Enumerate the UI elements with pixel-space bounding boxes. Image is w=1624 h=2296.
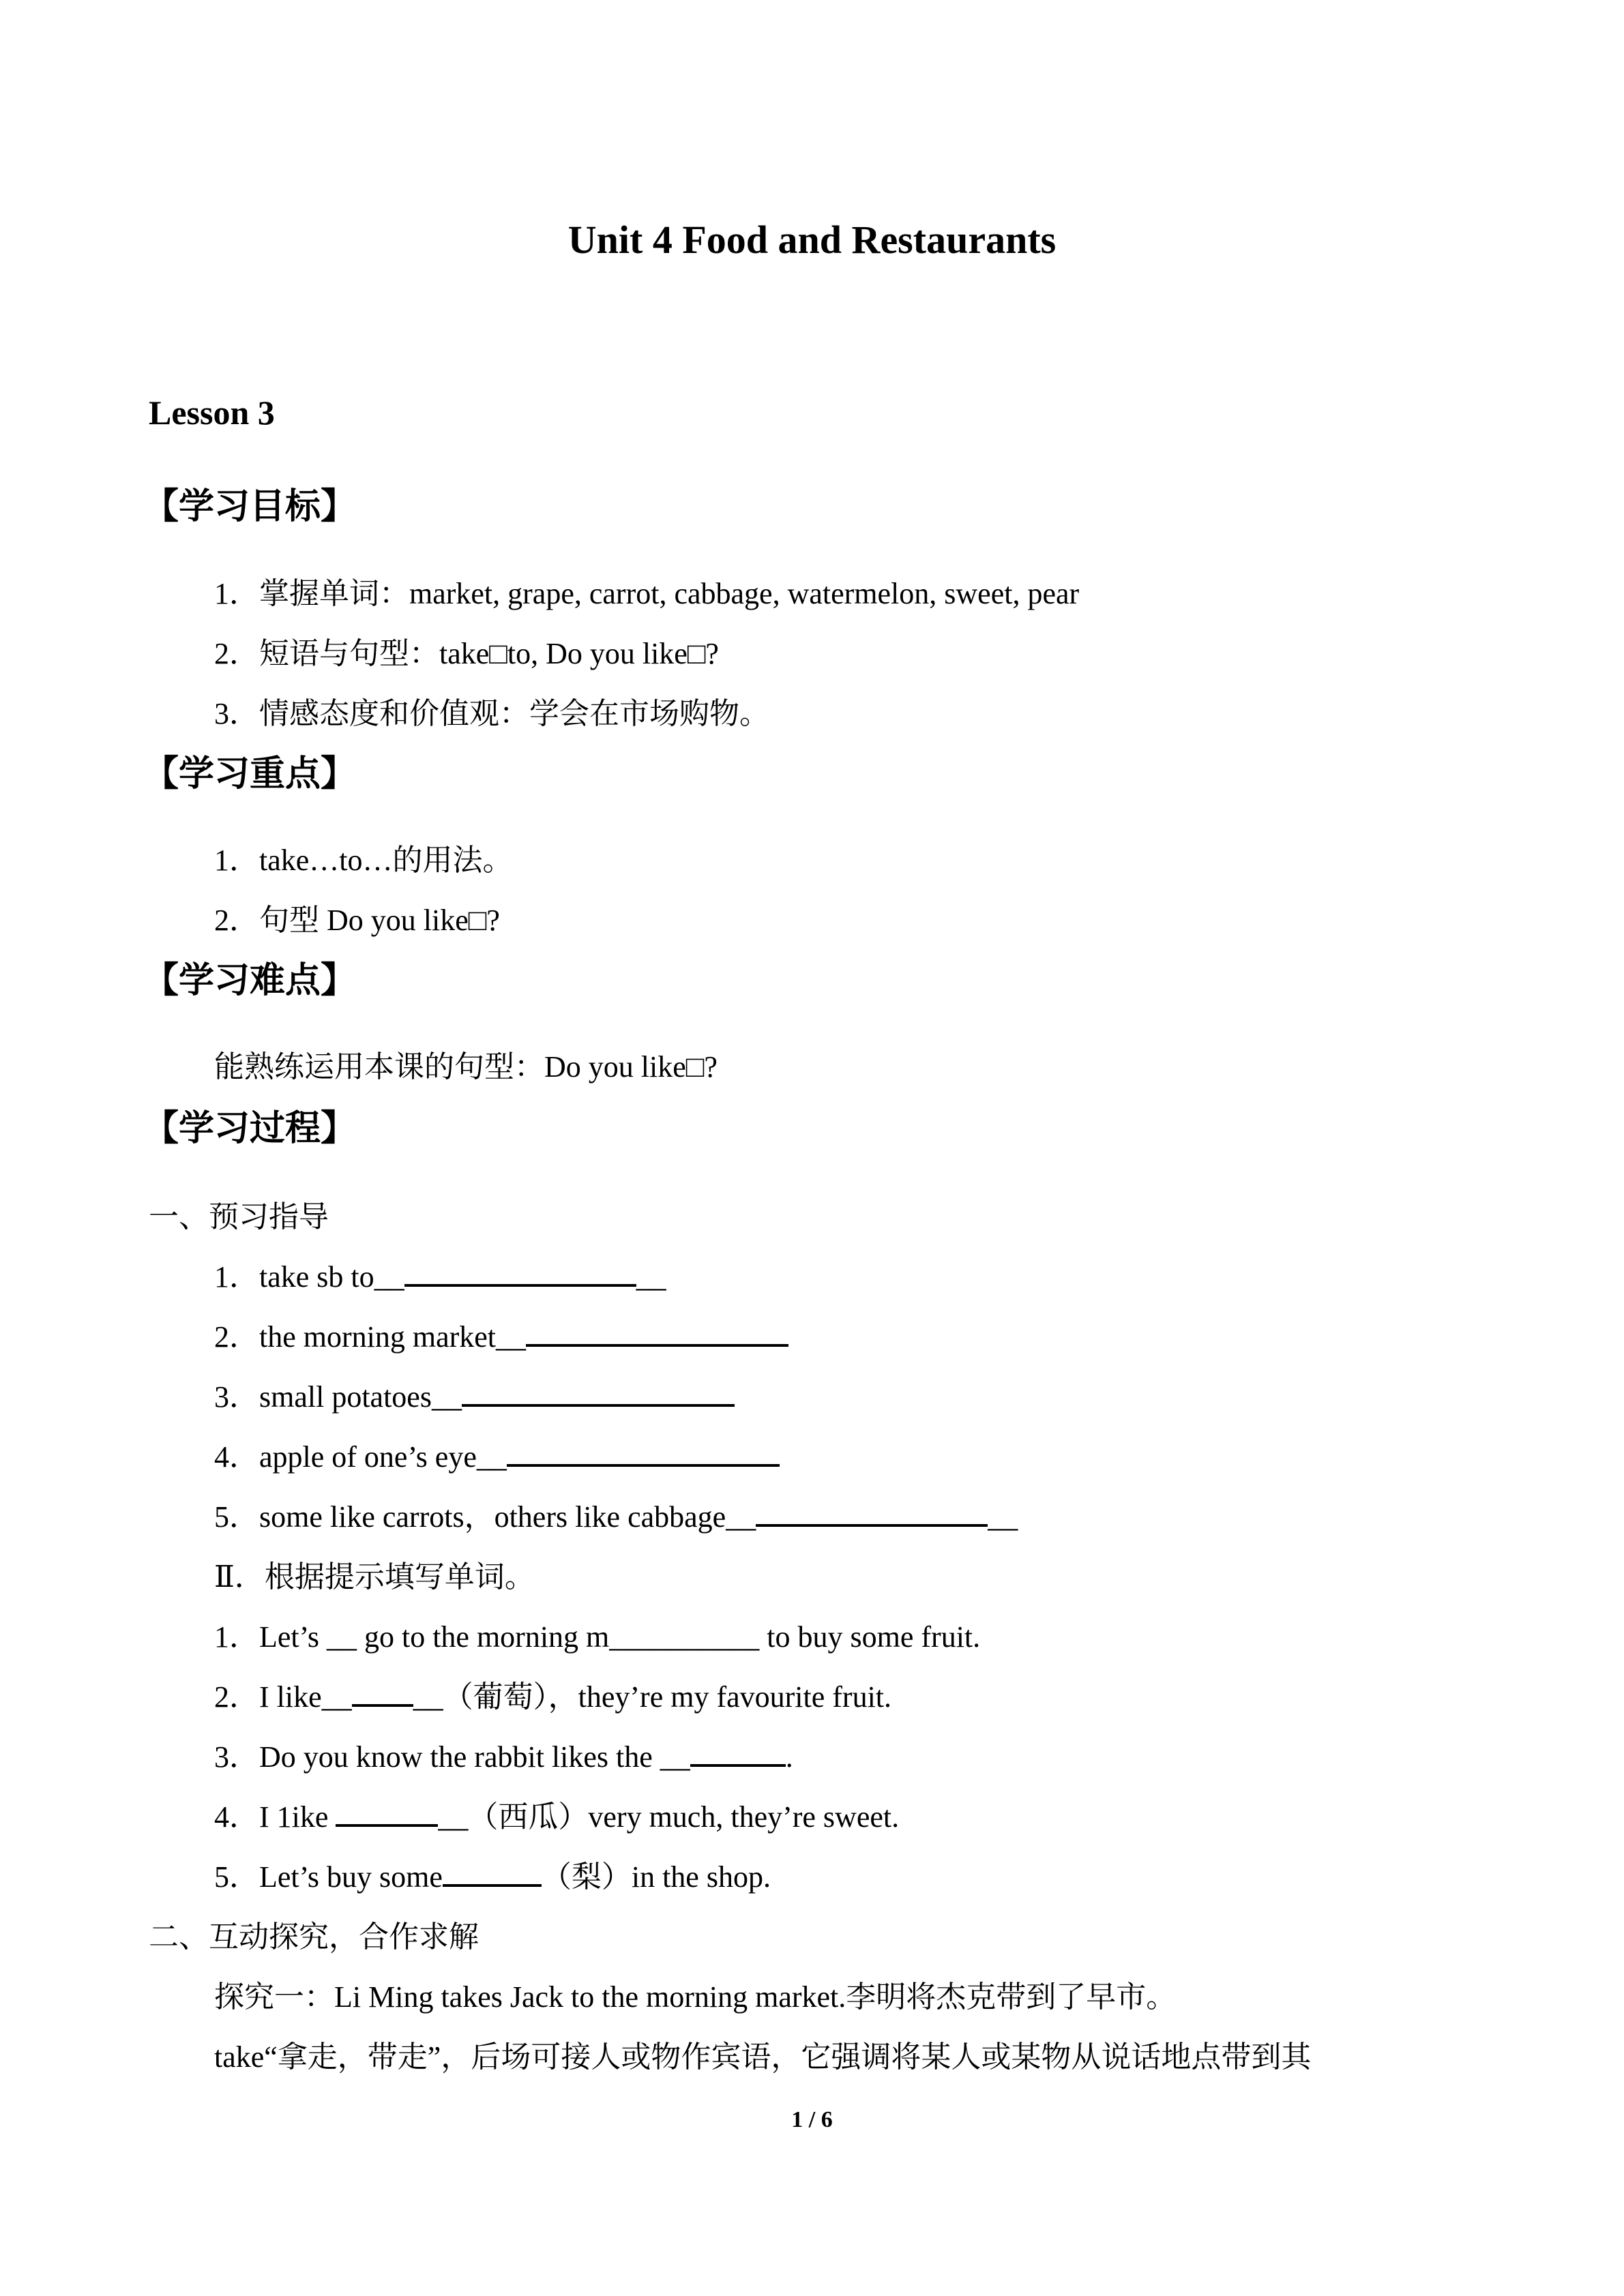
page-title: Unit 4 Food and Restaurants (567, 218, 1057, 262)
section-process: 【学习过程】 (143, 1108, 357, 1149)
fill-item-3: 3．Do you know the rabbit likes the __ . (214, 1732, 793, 1776)
answer-blank[interactable] (526, 1317, 788, 1347)
answer-blank[interactable] (443, 1857, 542, 1887)
answer-blank[interactable] (690, 1737, 786, 1767)
answer-blank[interactable] (756, 1497, 988, 1527)
lesson-heading: Lesson 3 (149, 393, 275, 432)
preview-item-3: 3．small potatoes__ (214, 1372, 735, 1416)
preview-item-5: 5．some like carrots，others like cabbage__ __ (214, 1492, 1018, 1536)
goal-3: 3．情感态度和价值观：学会在市场购物。 (214, 697, 769, 730)
explore-1: 探究一：Li Ming takes Jack to the morning market.李明将杰克带到了早市。 (214, 1980, 1177, 2014)
part1-subheading: Ⅱ．根据提示填写单词。 (214, 1560, 535, 1594)
page-number: 1 / 6 (791, 2107, 833, 2132)
answer-blank[interactable] (336, 1797, 438, 1827)
section-difficult: 【学习难点】 (143, 960, 357, 1001)
part1-heading: 一、预习指导 (149, 1200, 329, 1234)
section-key: 【学习重点】 (143, 754, 357, 794)
part2-heading: 二、互动探究，合作求解 (149, 1920, 479, 1954)
fill-item-1: 1．Let’s __ go to the morning m__________ to buy some fruit. (214, 1620, 981, 1654)
fill-item-4: 4．I 1ike __（西瓜）very much, they’re sweet. (214, 1792, 899, 1836)
fill-item-2: 2．I like__ __（葡萄），they’re my favourite fruit. (214, 1672, 891, 1716)
key-point-1: 1．take…to…的用法。 (214, 844, 513, 877)
answer-blank[interactable] (404, 1257, 636, 1287)
preview-item-1: 1．take sb to__ __ (214, 1252, 666, 1296)
preview-item-4: 4．apple of one’s eye__ (214, 1432, 780, 1476)
goal-1: 1．掌握单词：market, grape, carrot, cabbage, watermelon, sweet, pear (214, 577, 1080, 610)
section-goals: 【学习目标】 (143, 486, 357, 527)
explanation: take“拿走，带走”，后场可接人或物作宾语，它强调将某人或某物从说话地点带到其 (214, 2040, 1312, 2074)
fill-item-5: 5．Let’s buy some （梨）in the shop. (214, 1852, 771, 1896)
goal-2: 2．短语与句型：take□to, Do you like□? (214, 637, 719, 670)
preview-item-2: 2．the morning market__ (214, 1312, 788, 1356)
answer-blank[interactable] (462, 1377, 735, 1407)
difficult-point: 能熟练运用本课的句型：Do you like□? (214, 1050, 718, 1084)
answer-blank[interactable] (507, 1437, 780, 1467)
answer-blank[interactable] (352, 1677, 413, 1707)
key-point-2: 2．句型 Do you like□? (214, 904, 500, 937)
